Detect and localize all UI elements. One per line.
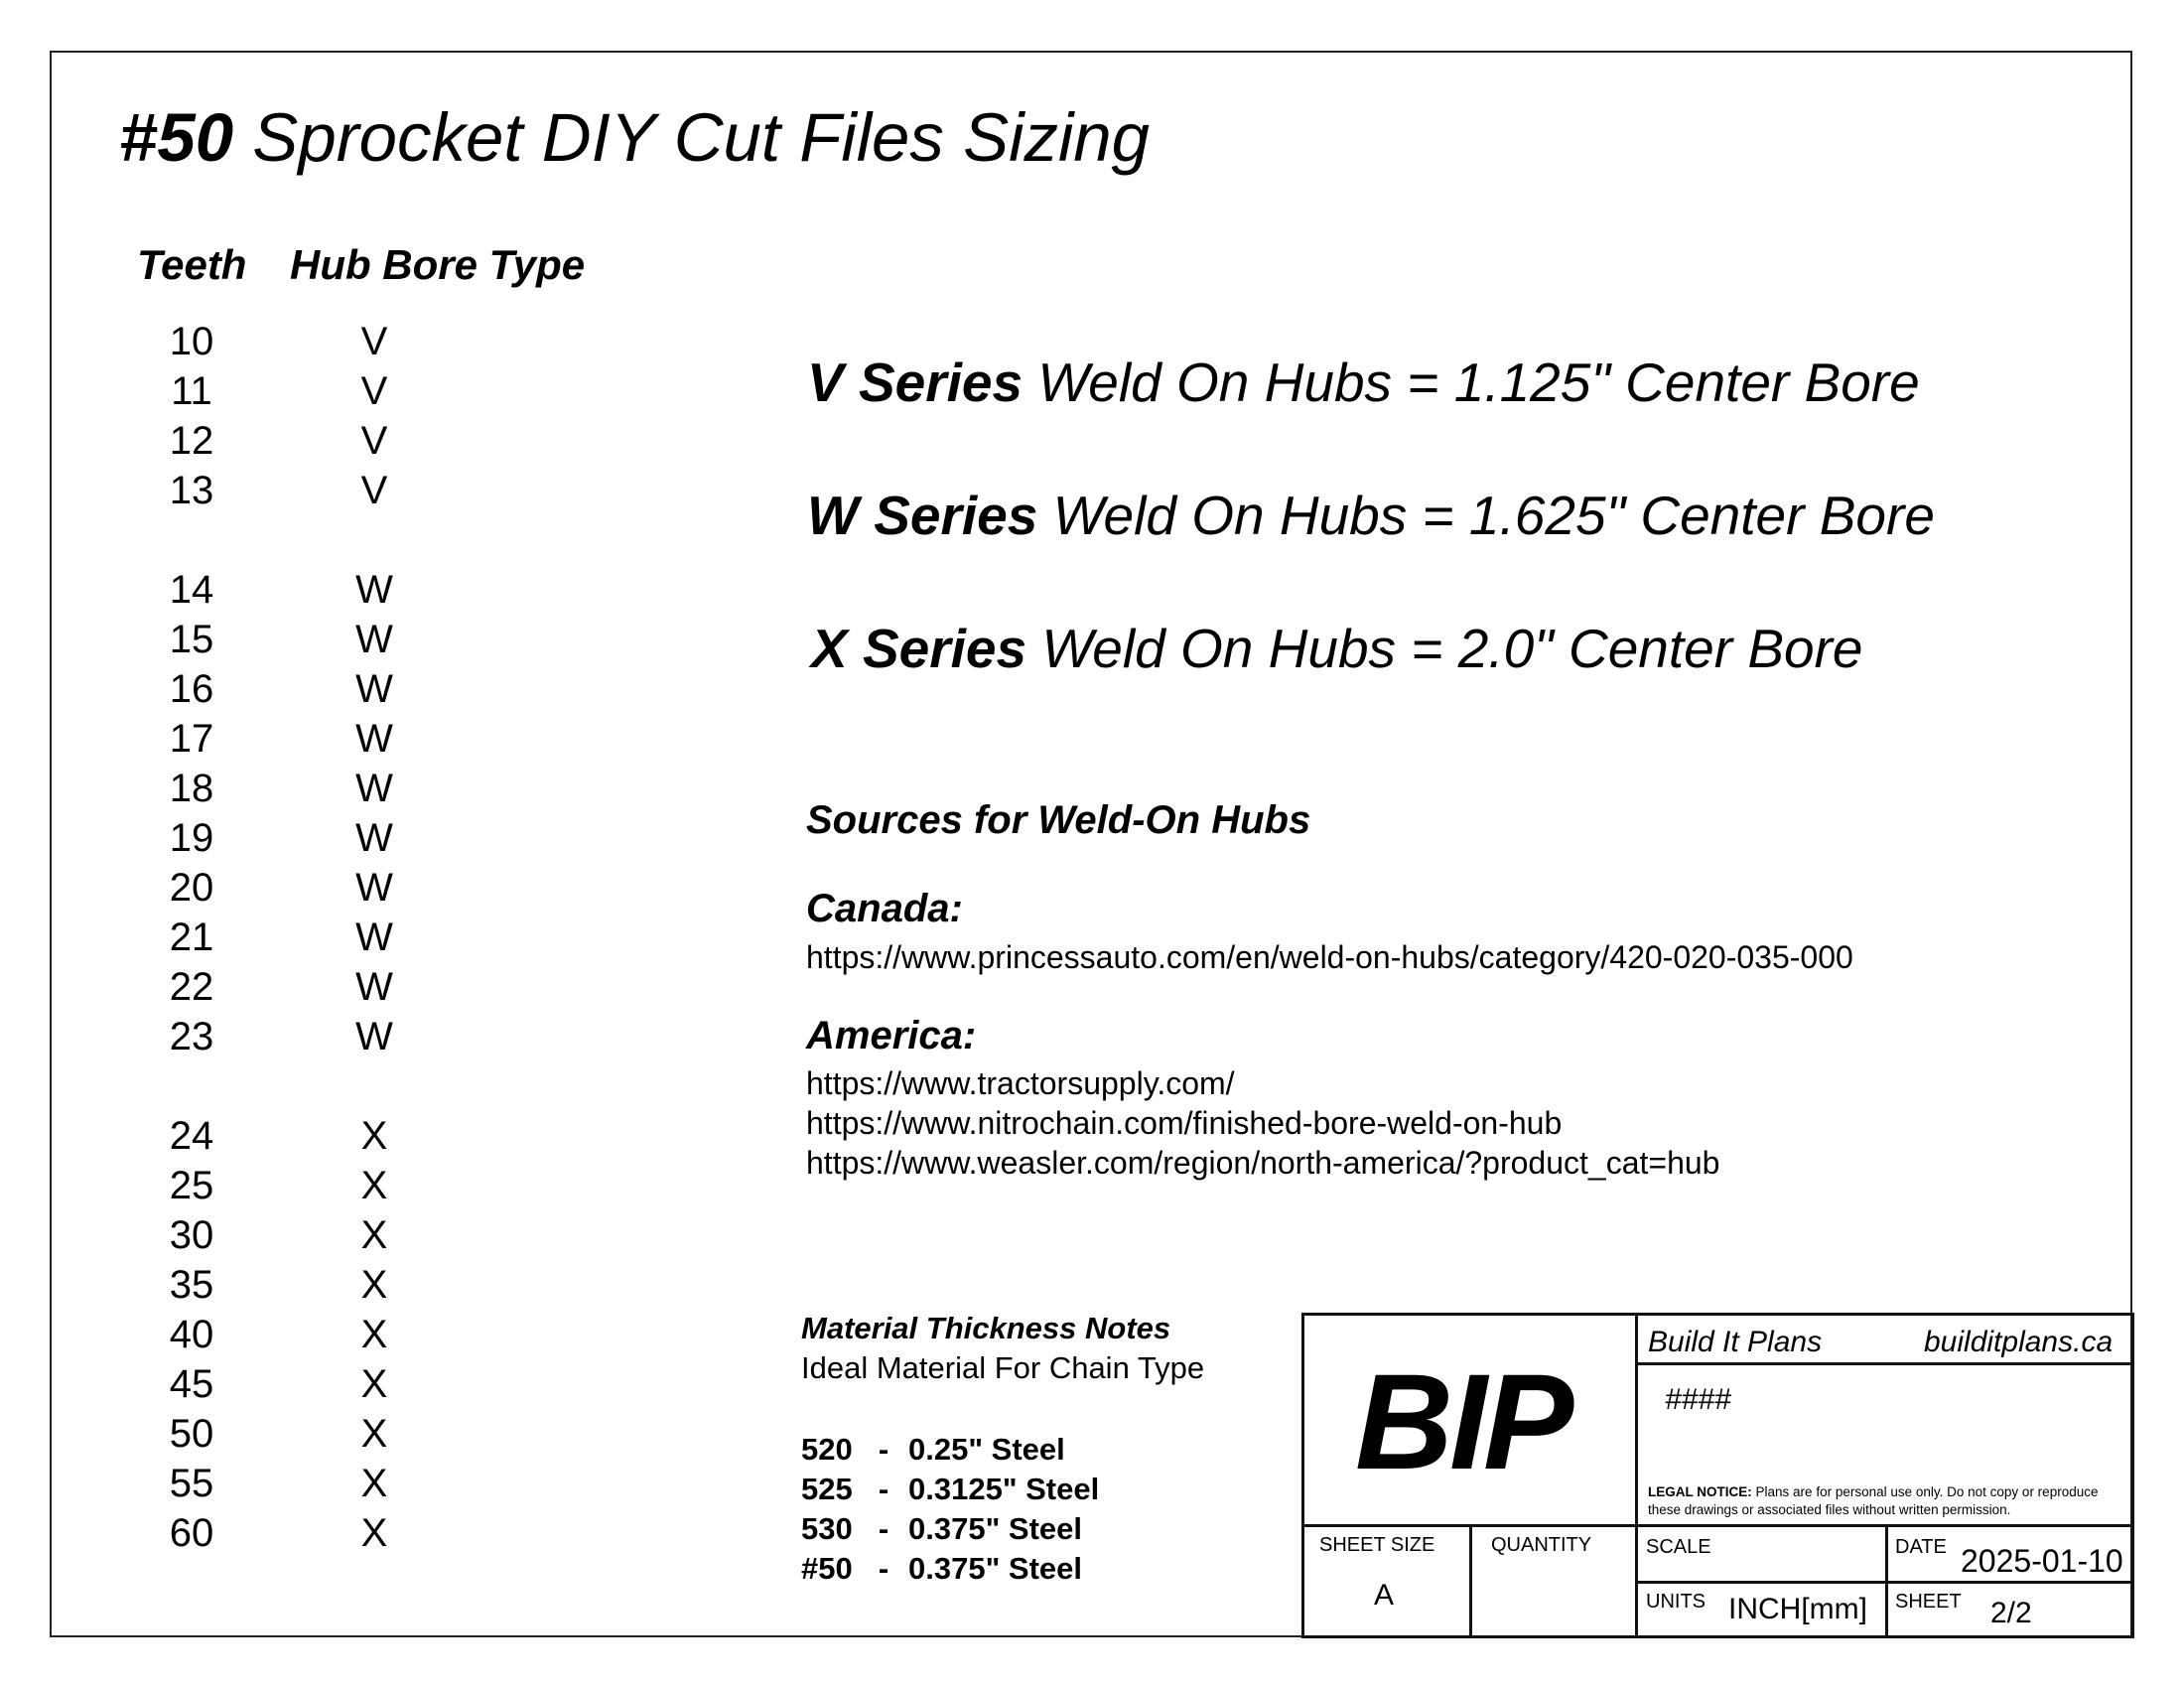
teeth-value: 17	[169, 717, 214, 761]
tb-divider-brand	[1635, 1362, 2134, 1365]
sources-heading: Sources for Weld-On Hubs	[806, 798, 1311, 842]
series-desc: Weld On Hubs = 2.0" Center Bore	[1041, 618, 1863, 679]
material-row	[801, 1474, 1099, 1504]
hub-type-value: W	[355, 866, 393, 910]
page-title	[119, 99, 1151, 176]
series-x	[811, 618, 1863, 679]
chain-code: 525	[801, 1472, 853, 1506]
material-spec: 0.3125" Steel	[908, 1472, 1100, 1506]
source-link-nitrochain[interactable]: https://www.nitrochain.com/finished-bore-weld-on-hub	[806, 1105, 1563, 1141]
legal-notice	[1648, 1483, 2132, 1519]
material-row	[801, 1553, 1082, 1584]
hub-type-value: W	[355, 717, 393, 761]
material-spec: 0.375" Steel	[908, 1511, 1082, 1546]
tb-divider-units	[1635, 1581, 2134, 1584]
teeth-value: 50	[169, 1412, 214, 1456]
material-spec: 0.25" Steel	[908, 1432, 1065, 1467]
hub-type-value: W	[355, 618, 393, 661]
title-prefix: #50	[119, 99, 234, 176]
series-name: X Series	[811, 618, 1027, 679]
teeth-value: 22	[169, 965, 214, 1009]
units-label: UNITS	[1646, 1591, 1706, 1613]
header-hub-bore-type: Hub Bore Type	[290, 241, 586, 288]
hub-type-value: W	[355, 767, 393, 810]
tb-border-left	[1301, 1313, 1304, 1638]
hub-type-value: V	[360, 419, 388, 463]
teeth-value: 60	[169, 1511, 214, 1555]
material-heading: Material Thickness Notes	[801, 1311, 1171, 1345]
teeth-value: 13	[169, 469, 214, 512]
sheet-label: SHEET	[1895, 1591, 1962, 1613]
hub-type-value: W	[355, 568, 393, 612]
hub-type-value: V	[360, 469, 388, 512]
units-value: INCH[mm]	[1728, 1593, 1867, 1625]
source-link-tractorsupply[interactable]: https://www.tractorsupply.com/	[806, 1065, 1235, 1101]
sheet-size-value: A	[1374, 1579, 1395, 1612]
separator: -	[878, 1432, 889, 1467]
hub-type-value: W	[355, 965, 393, 1009]
teeth-value: 15	[169, 618, 214, 661]
teeth-value: 35	[169, 1263, 214, 1307]
hub-type-value: X	[360, 1412, 388, 1456]
legal-label: LEGAL NOTICE:	[1648, 1484, 1752, 1499]
hub-type-value: X	[360, 1313, 388, 1356]
tb-divider-sheetsize	[1469, 1524, 1472, 1638]
hub-type-value: W	[355, 816, 393, 860]
teeth-value: 30	[169, 1213, 214, 1257]
teeth-value: 16	[169, 667, 214, 711]
sheet-size-label: SHEET SIZE	[1319, 1534, 1435, 1556]
hub-type-value: X	[360, 1213, 388, 1257]
teeth-value: 11	[171, 369, 212, 413]
part-number: ####	[1665, 1383, 1731, 1416]
separator: -	[878, 1511, 889, 1546]
material-spec: 0.375" Steel	[908, 1551, 1082, 1586]
teeth-value: 45	[169, 1362, 214, 1406]
teeth-value: 12	[169, 419, 214, 463]
series-desc: Weld On Hubs = 1.125" Center Bore	[1037, 352, 1920, 413]
teeth-value: 40	[169, 1313, 214, 1356]
scale-label: SCALE	[1646, 1536, 1711, 1558]
teeth-value: 10	[169, 320, 214, 363]
tb-divider-bottom-row	[1301, 1524, 2134, 1527]
canada-label: Canada:	[806, 887, 963, 930]
material-row	[801, 1513, 1082, 1544]
date-value: 2025-01-10	[1961, 1543, 2123, 1579]
series-name: W Series	[807, 485, 1038, 546]
series-desc: Weld On Hubs = 1.625" Center Bore	[1052, 485, 1935, 546]
hub-type-value: W	[355, 1015, 393, 1058]
series-name: V Series	[807, 352, 1024, 413]
series-w	[807, 485, 1935, 546]
tb-border-top	[1301, 1313, 2134, 1316]
teeth-value: 20	[169, 866, 214, 910]
teeth-value: 23	[169, 1015, 214, 1058]
teeth-value: 55	[169, 1462, 214, 1505]
teeth-value: 24	[169, 1114, 214, 1158]
material-row	[801, 1434, 1065, 1465]
hub-type-value: W	[355, 667, 393, 711]
company-website: builditplans.ca	[1924, 1326, 2114, 1358]
material-subheading: Ideal Material For Chain Type	[801, 1350, 1205, 1385]
sheet-value: 2/2	[1990, 1597, 2032, 1629]
source-link-weasler[interactable]: https://www.weasler.com/region/north-america/?product_cat=hub	[806, 1145, 1720, 1181]
teeth-value: 25	[169, 1164, 214, 1207]
company-name: Build It Plans	[1648, 1326, 1823, 1358]
america-label: America:	[806, 1014, 977, 1057]
chain-code: 520	[801, 1432, 853, 1467]
hub-type-value: V	[360, 369, 388, 413]
series-v	[807, 352, 1920, 413]
title-text: Sprocket DIY Cut Files Sizing	[252, 99, 1151, 176]
hub-type-value: X	[360, 1511, 388, 1555]
hub-type-value: X	[360, 1362, 388, 1406]
hub-type-value: W	[355, 915, 393, 959]
quantity-label: QUANTITY	[1491, 1534, 1592, 1556]
chain-code: 530	[801, 1511, 853, 1546]
header-teeth: Teeth	[137, 241, 247, 288]
bip-logo: BIP	[1355, 1346, 1570, 1498]
date-label: DATE	[1895, 1536, 1947, 1558]
separator: -	[878, 1472, 889, 1506]
hub-type-value: X	[360, 1263, 388, 1307]
hub-type-value: X	[360, 1164, 388, 1207]
legal-text: Plans are for personal use only. Do not copy or reproduce these drawings or associated files without written permission.	[1648, 1484, 2099, 1517]
source-link-princessauto[interactable]: https://www.princessauto.com/en/weld-on-hubs/category/420-020-035-000	[806, 939, 1853, 975]
teeth-value: 19	[169, 816, 214, 860]
hub-type-value: X	[360, 1114, 388, 1158]
separator: -	[878, 1551, 889, 1586]
teeth-value: 21	[169, 915, 214, 959]
teeth-value: 18	[169, 767, 214, 810]
hub-type-value: V	[360, 320, 388, 363]
hub-type-value: X	[360, 1462, 388, 1505]
chain-code: #50	[801, 1551, 853, 1586]
teeth-value: 14	[169, 568, 214, 612]
tb-border-bottom	[1301, 1635, 2134, 1638]
